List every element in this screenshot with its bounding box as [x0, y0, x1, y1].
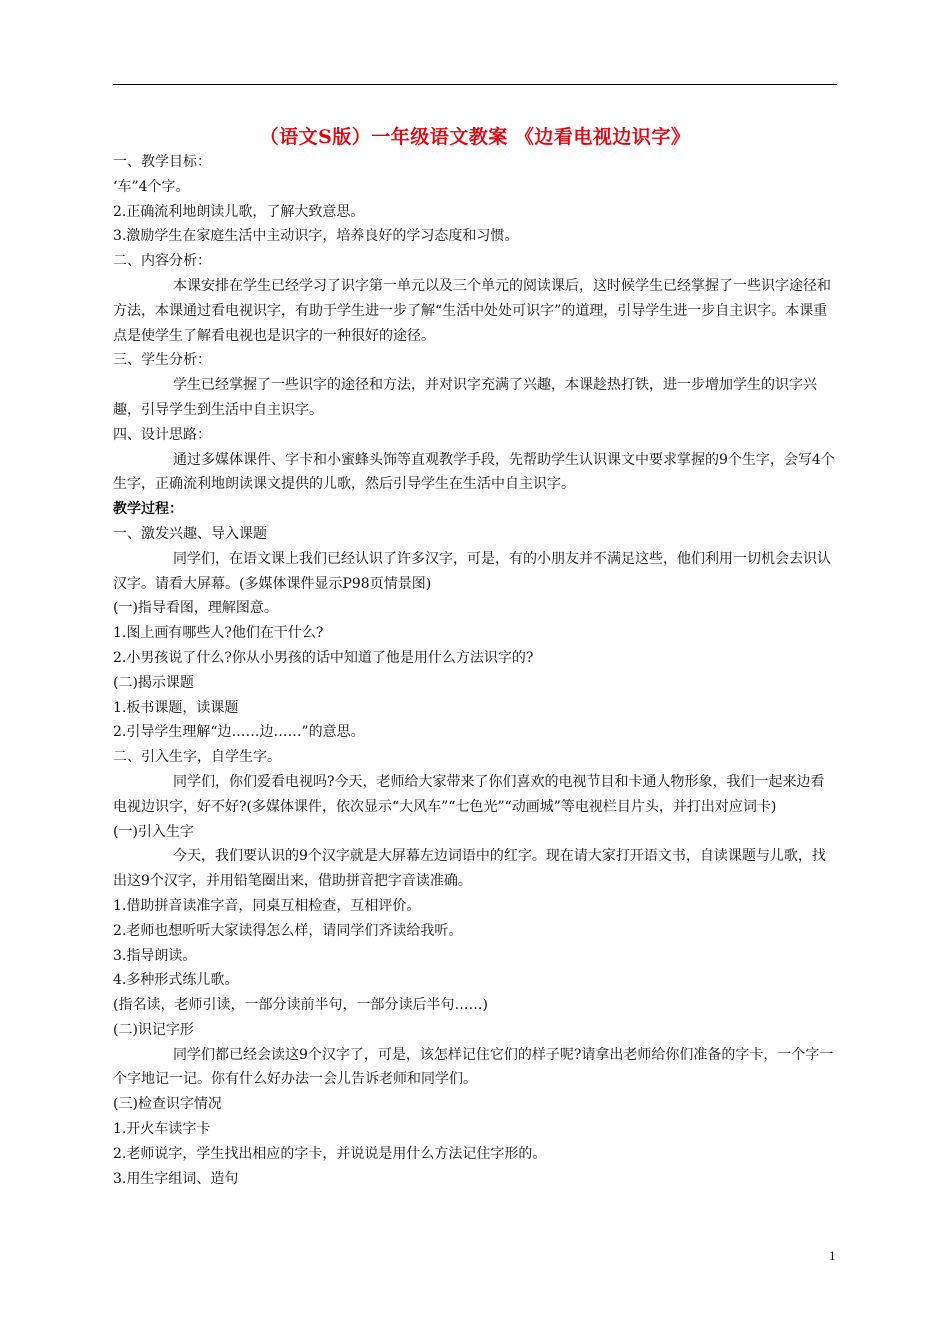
paragraph: 通过多媒体课件、字卡和小蜜蜂头饰等直观教学手段，先帮助学生认识课文中要求掌握的9个生字，会写4个生字，正确流利地朗读课文提供的儿歌，然后引导学生在生活中自主识字。	[113, 451, 835, 493]
paragraph: 学生已经掌握了一些识字的途径和方法，并对识字充满了兴趣，本课趁热打铁，进一步增加学生的识字兴趣，引导学生到生活中自主识字。	[113, 377, 817, 418]
paragraph: 同学们，在语文课上我们已经认识了许多汉字，可是，有的小朋友并不满足这些，他们利用一切机会去识认汉字。请看大屏幕。(多媒体课件显示P98页情景图)	[113, 550, 831, 592]
paragraph: 2.老师也想听听大家读得怎么样，请同学们齐读给我听。	[113, 922, 463, 939]
paragraph: (二)识记字形	[113, 1021, 194, 1038]
paragraph: 3.指导朗读。	[113, 947, 197, 964]
header-rule	[113, 84, 837, 85]
paragraph: 四、设计思路：	[113, 426, 211, 443]
paragraph: (三)检查识字情况	[113, 1096, 222, 1113]
document-title: （语文S版）一年级语文教案 《边看电视边识字》	[259, 126, 691, 148]
paragraph: 3.用生字组词、造句	[113, 1170, 239, 1187]
paragraph: 2.引导学生理解“边……边……”的意思。	[113, 724, 365, 741]
paragraph: 4.多种形式练儿歌。	[113, 972, 239, 989]
paragraph: 本课安排在学生已经学习了识字第一单元以及三个单元的阅读课后，这时候学生已经掌握了一些识字途径和方法，本课通过看电视识字，有助于学生进一步了解“生活中处处可识字”的道理，引导学生进一步自主识字。本课重点是使学生了解看电视也是识字的一种很好的途径。	[113, 277, 831, 344]
paragraph: 一、教学目标：	[113, 154, 211, 170]
paragraph: 同学们都已经会读这9个汉字了，可是，该怎样记住它们的样子呢?请拿出老师给你们准备的字卡，一个字一个字地记一记。你有什么好办法一会儿告诉老师和同学们。	[113, 1046, 834, 1088]
paragraph: (指名读，老师引读，一部分读前半句，一部分读后半句……)	[113, 997, 488, 1014]
paragraph: (一)引入生字	[113, 823, 194, 840]
paragraph: 今天，我们要认识的9个汉字就是大屏幕左边词语中的红字。现在请大家打开语文书，自读课题与儿歌，找出这9个汉字，并用铅笔圈出来，借助拼音把字音读准确。	[113, 848, 826, 890]
paragraph: ‘车”4个字。	[113, 178, 190, 195]
paragraph: (一)指导看图，理解图意。	[113, 600, 278, 617]
paragraph: 2.老师说字，学生找出相应的字卡，并说说是用什么方法记住字形的。	[113, 1145, 547, 1162]
paragraph: 1.借助拼音读准字音，同桌互相检查，互相评价。	[113, 897, 421, 914]
paragraph: 二、引入生字，自学生字。	[113, 749, 281, 766]
paragraph: 3.激励学生在家庭生活中主动识字，培养良好的学习态度和习惯。	[113, 228, 519, 245]
paragraph: 2.小男孩说了什么?你从小男孩的话中知道了他是用什么方法识字的?	[113, 649, 534, 666]
document-body	[113, 150, 837, 1191]
paragraph: 二、内容分析：	[113, 253, 211, 270]
paragraph: 同学们，你们爱看电视吗?今天，老师给大家带来了你们喜欢的电视节目和卡通人物形象，我们一起来边看电视边识字，好不好?(多媒体课件，依次显示“大风车”“七色光”“动画城”等电视栏目片头，并打出对应词卡)	[113, 773, 825, 815]
paragraph: 1.板书课题，读课题	[113, 699, 239, 716]
paragraph: 2.正确流利地朗读儿歌，了解大致意思。	[113, 203, 365, 220]
page-number: 1	[829, 1248, 836, 1263]
paragraph: 教学过程：	[113, 501, 183, 518]
paragraph: 一、激发兴趣、导入课题	[113, 525, 267, 542]
paragraph: 1.开火车读字卡	[113, 1121, 211, 1138]
paragraph: (二)揭示课题	[113, 674, 194, 691]
paragraph: 三、学生分析：	[113, 352, 211, 369]
paragraph: 1.图上画有哪些人?他们在干什么?	[113, 625, 324, 642]
